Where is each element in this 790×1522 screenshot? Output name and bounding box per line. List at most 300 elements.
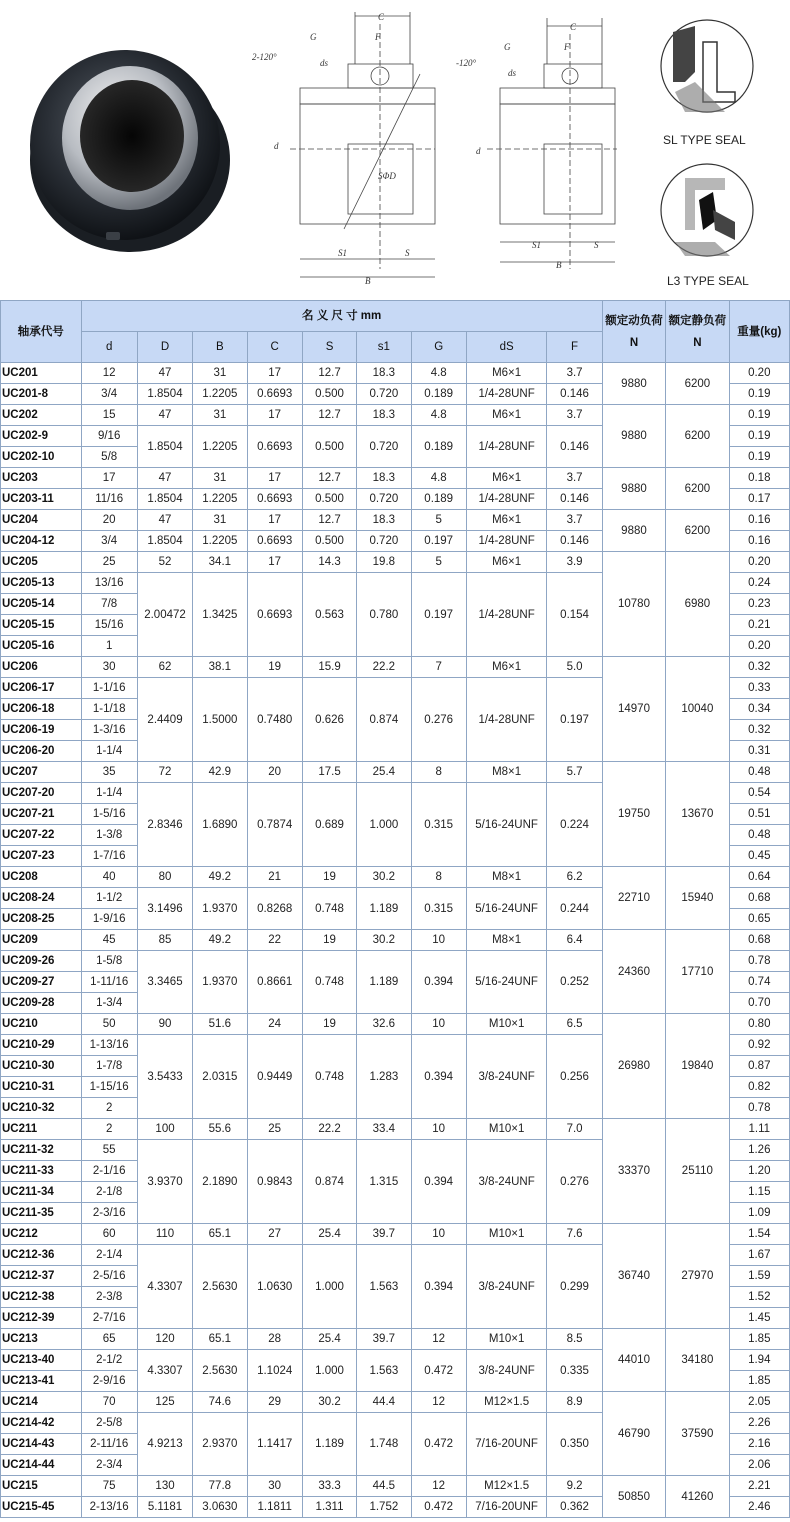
cell-s1: 0.720 — [357, 531, 411, 552]
cell-s: 0.748 — [302, 1035, 356, 1119]
cell-b: 38.1 — [193, 657, 247, 678]
cell-f: 0.299 — [547, 1245, 602, 1329]
cell-ds: 1/4-28UNF — [466, 573, 547, 657]
cell-d: 35 — [81, 762, 137, 783]
cell-code: UC209 — [1, 930, 82, 951]
cell-code: UC212-39 — [1, 1308, 82, 1329]
cell-code: UC207-20 — [1, 783, 82, 804]
cell-s: 1.000 — [302, 1350, 356, 1392]
cell-w: 0.21 — [729, 615, 789, 636]
header-dyn-load: 额定动负荷N — [602, 301, 665, 363]
cell-f: 0.197 — [547, 678, 602, 762]
cell-d: 17 — [81, 468, 137, 489]
cell-code: UC205-14 — [1, 594, 82, 615]
cell-s1: 1.189 — [357, 888, 411, 930]
cell-s: 0.500 — [302, 426, 356, 468]
cell-b: 31 — [193, 363, 247, 384]
cell-code: UC207-21 — [1, 804, 82, 825]
cell-s: 0.626 — [302, 678, 356, 762]
cell-code: UC206-19 — [1, 720, 82, 741]
cell-f: 5.0 — [547, 657, 602, 678]
table-row — [1, 930, 790, 951]
table-row — [1, 762, 790, 783]
cell-s1: 18.3 — [357, 363, 411, 384]
cell-w: 0.80 — [729, 1014, 789, 1035]
cell-d: 2-3/4 — [81, 1455, 137, 1476]
cell-s: 17.5 — [302, 762, 356, 783]
cell-w: 0.31 — [729, 741, 789, 762]
cell-code: UC202 — [1, 405, 82, 426]
table-row — [1, 1392, 790, 1413]
cell-stat-load: 34180 — [666, 1329, 729, 1392]
svg-text:ds: ds — [508, 68, 517, 78]
cell-dyn-load: 24360 — [602, 930, 665, 1014]
cell-b: 2.5630 — [193, 1350, 247, 1392]
cell-ds: M6×1 — [466, 405, 547, 426]
subheader-5: s1 — [357, 332, 411, 363]
cell-s1: 1.000 — [357, 783, 411, 867]
svg-text:S: S — [405, 248, 410, 258]
cell-d: 2 — [81, 1119, 137, 1140]
cell-code: UC213-41 — [1, 1371, 82, 1392]
cell-ds: M12×1.5 — [466, 1392, 547, 1413]
cell-c: 17 — [247, 405, 302, 426]
cell-g: 0.394 — [411, 1140, 466, 1224]
cell-s1: 1.563 — [357, 1350, 411, 1392]
cell-w: 0.74 — [729, 972, 789, 993]
cell-c: 30 — [247, 1476, 302, 1497]
cell-ds: 7/16-20UNF — [466, 1413, 547, 1476]
cell-s: 0.500 — [302, 384, 356, 405]
cell-stat-load: 13670 — [666, 762, 729, 867]
cross-section-drawing-2 — [452, 4, 627, 294]
svg-text:ds: ds — [320, 58, 329, 68]
cell-d: 110 — [137, 1224, 192, 1245]
cell-stat-load: 6200 — [666, 468, 729, 510]
cell-code: UC202-10 — [1, 447, 82, 468]
cell-f: 3.7 — [547, 468, 602, 489]
cell-code: UC213 — [1, 1329, 82, 1350]
cell-s: 1.189 — [302, 1413, 356, 1476]
cell-d: 120 — [137, 1329, 192, 1350]
cell-f: 5.7 — [547, 762, 602, 783]
cell-c: 24 — [247, 1014, 302, 1035]
cell-d: 80 — [137, 867, 192, 888]
cell-dyn-load: 9880 — [602, 405, 665, 468]
cell-code: UC201 — [1, 363, 82, 384]
table-row — [1, 405, 790, 426]
cell-dyn-load: 19750 — [602, 762, 665, 867]
cell-d: 9/16 — [81, 426, 137, 447]
cell-d: 1.8504 — [137, 531, 192, 552]
cell-dyn-load: 50850 — [602, 1476, 665, 1518]
cell-s: 0.563 — [302, 573, 356, 657]
cell-g: 0.276 — [411, 678, 466, 762]
cell-f: 3.7 — [547, 363, 602, 384]
cell-code: UC208-25 — [1, 909, 82, 930]
cell-dyn-load: 26980 — [602, 1014, 665, 1119]
cell-ds: 5/16-24UNF — [466, 888, 547, 930]
svg-text:SΦD: SΦD — [378, 171, 396, 181]
cell-d: 2-3/16 — [81, 1203, 137, 1224]
cell-g: 0.394 — [411, 1035, 466, 1119]
cell-s: 19 — [302, 867, 356, 888]
cell-d: 75 — [81, 1476, 137, 1497]
cell-g: 4.8 — [411, 363, 466, 384]
cell-stat-load: 41260 — [666, 1476, 729, 1518]
cell-b: 1.5000 — [193, 678, 247, 762]
cell-s1: 44.5 — [357, 1476, 411, 1497]
cell-b: 1.2205 — [193, 489, 247, 510]
cell-w: 2.05 — [729, 1392, 789, 1413]
cell-stat-load: 6200 — [666, 510, 729, 552]
cell-code: UC210-31 — [1, 1077, 82, 1098]
cell-g: 0.189 — [411, 489, 466, 510]
cell-d: 2-1/2 — [81, 1350, 137, 1371]
cell-d: 2.00472 — [137, 573, 192, 657]
cell-s1: 25.4 — [357, 762, 411, 783]
cell-code: UC210 — [1, 1014, 82, 1035]
cell-d: 15 — [81, 405, 137, 426]
cell-code: UC214-44 — [1, 1455, 82, 1476]
cell-s: 12.7 — [302, 363, 356, 384]
cell-c: 17 — [247, 510, 302, 531]
cell-g: 0.189 — [411, 384, 466, 405]
cell-d: 5/8 — [81, 447, 137, 468]
cell-ds: 5/16-24UNF — [466, 951, 547, 1014]
cell-d: 1.8504 — [137, 384, 192, 405]
subheader-4: S — [302, 332, 356, 363]
cell-stat-load: 25110 — [666, 1119, 729, 1224]
cell-f: 0.154 — [547, 573, 602, 657]
cell-g: 12 — [411, 1476, 466, 1497]
table-row — [1, 867, 790, 888]
cell-d: 70 — [81, 1392, 137, 1413]
cell-code: UC202-9 — [1, 426, 82, 447]
cell-ds: M6×1 — [466, 363, 547, 384]
cell-s1: 39.7 — [357, 1224, 411, 1245]
cell-g: 10 — [411, 1014, 466, 1035]
svg-text:d: d — [476, 146, 481, 156]
cell-w: 1.59 — [729, 1266, 789, 1287]
cell-s1: 18.3 — [357, 510, 411, 531]
cell-s: 0.748 — [302, 888, 356, 930]
cell-ds: 5/16-24UNF — [466, 783, 547, 867]
cell-d: 1-15/16 — [81, 1077, 137, 1098]
cell-w: 2.21 — [729, 1476, 789, 1497]
cell-b: 1.9370 — [193, 888, 247, 930]
bearing-spec-table — [0, 300, 790, 1518]
cell-b: 1.3425 — [193, 573, 247, 657]
cell-w: 0.68 — [729, 930, 789, 951]
cell-w: 0.19 — [729, 384, 789, 405]
bearing-photo — [30, 20, 280, 270]
cell-code: UC207-22 — [1, 825, 82, 846]
cell-w: 0.45 — [729, 846, 789, 867]
cell-d: 72 — [137, 762, 192, 783]
cell-s1: 0.720 — [357, 384, 411, 405]
cell-w: 0.32 — [729, 657, 789, 678]
cell-code: UC208 — [1, 867, 82, 888]
cell-w: 0.78 — [729, 1098, 789, 1119]
cell-b: 3.0630 — [193, 1497, 247, 1518]
cell-f: 0.224 — [547, 783, 602, 867]
cell-f: 0.146 — [547, 489, 602, 510]
cell-ds: M8×1 — [466, 930, 547, 951]
cell-code: UC214 — [1, 1392, 82, 1413]
cell-d: 4.9213 — [137, 1413, 192, 1476]
cell-ds: 3/8-24UNF — [466, 1350, 547, 1392]
svg-text:F: F — [375, 32, 381, 42]
cell-c: 17 — [247, 552, 302, 573]
cell-w: 0.33 — [729, 678, 789, 699]
cell-b: 49.2 — [193, 867, 247, 888]
cross-section-drawing — [252, 4, 435, 294]
cell-code: UC209-27 — [1, 972, 82, 993]
cell-d: 2-1/4 — [81, 1245, 137, 1266]
cell-g: 10 — [411, 930, 466, 951]
cell-code: UC205-15 — [1, 615, 82, 636]
cell-stat-load: 19840 — [666, 1014, 729, 1119]
cell-d: 47 — [137, 363, 192, 384]
cell-ds: M6×1 — [466, 552, 547, 573]
cell-g: 5 — [411, 510, 466, 531]
cell-w: 0.19 — [729, 426, 789, 447]
cell-w: 0.87 — [729, 1056, 789, 1077]
svg-text:F: F — [564, 42, 570, 52]
cell-w: 1.20 — [729, 1161, 789, 1182]
cell-d: 1-1/4 — [81, 783, 137, 804]
cell-c: 29 — [247, 1392, 302, 1413]
cell-s: 15.9 — [302, 657, 356, 678]
cell-d: 130 — [137, 1476, 192, 1497]
cell-d: 2-7/16 — [81, 1308, 137, 1329]
cell-d: 3.3465 — [137, 951, 192, 1014]
cell-code: UC213-40 — [1, 1350, 82, 1371]
cell-s1: 1.315 — [357, 1140, 411, 1224]
cell-c: 21 — [247, 867, 302, 888]
cell-g: 5 — [411, 552, 466, 573]
table-row — [1, 1014, 790, 1035]
cell-ds: M6×1 — [466, 468, 547, 489]
cell-d: 1-5/8 — [81, 951, 137, 972]
cell-w: 1.54 — [729, 1224, 789, 1245]
cell-s: 30.2 — [302, 1392, 356, 1413]
cell-g: 8 — [411, 867, 466, 888]
subheader-7: dS — [466, 332, 547, 363]
cell-g: 4.8 — [411, 468, 466, 489]
cell-code: UC204-12 — [1, 531, 82, 552]
cell-f: 7.0 — [547, 1119, 602, 1140]
cell-s: 33.3 — [302, 1476, 356, 1497]
cell-code: UC212-36 — [1, 1245, 82, 1266]
cell-code: UC215 — [1, 1476, 82, 1497]
cell-b: 2.1890 — [193, 1140, 247, 1224]
cell-d: 5.1181 — [137, 1497, 192, 1518]
cell-d: 50 — [81, 1014, 137, 1035]
cell-c: 0.7874 — [247, 783, 302, 867]
cell-s: 0.874 — [302, 1140, 356, 1224]
cell-d: 1-3/4 — [81, 993, 137, 1014]
cell-d: 3/4 — [81, 384, 137, 405]
cell-d: 1-1/2 — [81, 888, 137, 909]
cell-d: 100 — [137, 1119, 192, 1140]
cell-d: 2-3/8 — [81, 1287, 137, 1308]
svg-text:G: G — [504, 42, 511, 52]
cell-code: UC206-18 — [1, 699, 82, 720]
cell-d: 65 — [81, 1329, 137, 1350]
cell-w: 0.18 — [729, 468, 789, 489]
cell-s1: 0.780 — [357, 573, 411, 657]
cell-d: 2.4409 — [137, 678, 192, 762]
cell-code: UC206-17 — [1, 678, 82, 699]
cell-g: 0.189 — [411, 426, 466, 468]
cell-code: UC214-42 — [1, 1413, 82, 1434]
cell-g: 0.472 — [411, 1350, 466, 1392]
cell-s1: 18.3 — [357, 405, 411, 426]
cell-ds: 3/8-24UNF — [466, 1035, 547, 1119]
cell-dyn-load: 9880 — [602, 363, 665, 405]
cell-b: 2.0315 — [193, 1035, 247, 1119]
cell-code: UC215-45 — [1, 1497, 82, 1518]
cell-d: 3.1496 — [137, 888, 192, 930]
cell-d: 2-13/16 — [81, 1497, 137, 1518]
cell-f: 0.146 — [547, 426, 602, 468]
cell-ds: 1/4-28UNF — [466, 531, 547, 552]
cell-d: 55 — [81, 1140, 137, 1161]
cell-code: UC212-38 — [1, 1287, 82, 1308]
cell-code: UC211-35 — [1, 1203, 82, 1224]
cell-d: 1-11/16 — [81, 972, 137, 993]
cell-d: 13/16 — [81, 573, 137, 594]
cell-d: 47 — [137, 405, 192, 426]
cell-b: 1.2205 — [193, 531, 247, 552]
cell-d: 11/16 — [81, 489, 137, 510]
cell-c: 1.1811 — [247, 1497, 302, 1518]
cell-w: 1.85 — [729, 1371, 789, 1392]
cell-w: 1.52 — [729, 1287, 789, 1308]
cell-code: UC208-24 — [1, 888, 82, 909]
cell-s1: 44.4 — [357, 1392, 411, 1413]
cell-c: 0.6693 — [247, 426, 302, 468]
cell-dyn-load: 10780 — [602, 552, 665, 657]
table-row — [1, 657, 790, 678]
cell-d: 3.9370 — [137, 1140, 192, 1224]
cell-d: 125 — [137, 1392, 192, 1413]
cell-code: UC205-13 — [1, 573, 82, 594]
cell-c: 25 — [247, 1119, 302, 1140]
cell-s1: 30.2 — [357, 867, 411, 888]
cell-ds: 1/4-28UNF — [466, 678, 547, 762]
cell-b: 31 — [193, 405, 247, 426]
cell-w: 1.94 — [729, 1350, 789, 1371]
cell-ds: M6×1 — [466, 510, 547, 531]
cell-g: 0.315 — [411, 888, 466, 930]
cell-w: 0.70 — [729, 993, 789, 1014]
cell-dyn-load: 9880 — [602, 510, 665, 552]
cell-g: 7 — [411, 657, 466, 678]
svg-text:C: C — [378, 12, 385, 22]
cell-ds: M12×1.5 — [466, 1476, 547, 1497]
cell-b: 51.6 — [193, 1014, 247, 1035]
svg-text:G: G — [310, 32, 317, 42]
cell-s1: 1.189 — [357, 951, 411, 1014]
cell-s: 1.311 — [302, 1497, 356, 1518]
cell-s1: 0.720 — [357, 426, 411, 468]
cell-f: 0.335 — [547, 1350, 602, 1392]
cell-code: UC204 — [1, 510, 82, 531]
cell-b: 1.2205 — [193, 384, 247, 405]
cell-ds: M10×1 — [466, 1014, 547, 1035]
cell-d: 2-11/16 — [81, 1434, 137, 1455]
cell-d: 2-1/8 — [81, 1182, 137, 1203]
cell-w: 0.54 — [729, 783, 789, 804]
cell-d: 12 — [81, 363, 137, 384]
cell-c: 1.1417 — [247, 1413, 302, 1476]
svg-text:S1: S1 — [532, 240, 541, 250]
cell-b: 34.1 — [193, 552, 247, 573]
cell-s1: 1.563 — [357, 1245, 411, 1329]
cell-w: 0.17 — [729, 489, 789, 510]
cell-code: UC209-26 — [1, 951, 82, 972]
cell-ds: 1/4-28UNF — [466, 384, 547, 405]
cell-b: 65.1 — [193, 1224, 247, 1245]
cell-d: 62 — [137, 657, 192, 678]
cell-c: 19 — [247, 657, 302, 678]
cell-w: 0.68 — [729, 888, 789, 909]
cell-code: UC211-34 — [1, 1182, 82, 1203]
cell-c: 22 — [247, 930, 302, 951]
cell-ds: M10×1 — [466, 1329, 547, 1350]
cell-w: 0.92 — [729, 1035, 789, 1056]
cell-d: 2-9/16 — [81, 1371, 137, 1392]
cell-f: 0.252 — [547, 951, 602, 1014]
cell-d: 1.8504 — [137, 426, 192, 468]
cell-c: 20 — [247, 762, 302, 783]
cell-d: 40 — [81, 867, 137, 888]
cell-c: 0.7480 — [247, 678, 302, 762]
cell-w: 2.06 — [729, 1455, 789, 1476]
cell-d: 2 — [81, 1098, 137, 1119]
l3-seal-detail — [655, 160, 775, 290]
cell-g: 0.197 — [411, 531, 466, 552]
table-row — [1, 1224, 790, 1245]
cell-stat-load: 10040 — [666, 657, 729, 762]
cell-g: 0.472 — [411, 1413, 466, 1476]
header-weight: 重量(kg) — [729, 301, 789, 363]
cell-d: 20 — [81, 510, 137, 531]
cell-f: 0.350 — [547, 1413, 602, 1476]
svg-text:S1: S1 — [338, 248, 347, 258]
cell-d: 1-3/8 — [81, 825, 137, 846]
cell-w: 0.48 — [729, 825, 789, 846]
cell-d: 4.3307 — [137, 1350, 192, 1392]
cell-d: 52 — [137, 552, 192, 573]
cell-s1: 33.4 — [357, 1119, 411, 1140]
cell-f: 6.5 — [547, 1014, 602, 1035]
svg-text:SL TYPE SEAL: SL TYPE SEAL — [663, 133, 746, 147]
table-row — [1, 510, 790, 531]
cell-stat-load: 6200 — [666, 363, 729, 405]
cell-dyn-load: 36740 — [602, 1224, 665, 1329]
cell-c: 17 — [247, 468, 302, 489]
cell-d: 1-1/16 — [81, 678, 137, 699]
cell-w: 0.34 — [729, 699, 789, 720]
cell-g: 12 — [411, 1329, 466, 1350]
cell-s: 19 — [302, 1014, 356, 1035]
cell-code: UC205 — [1, 552, 82, 573]
cell-f: 0.146 — [547, 384, 602, 405]
